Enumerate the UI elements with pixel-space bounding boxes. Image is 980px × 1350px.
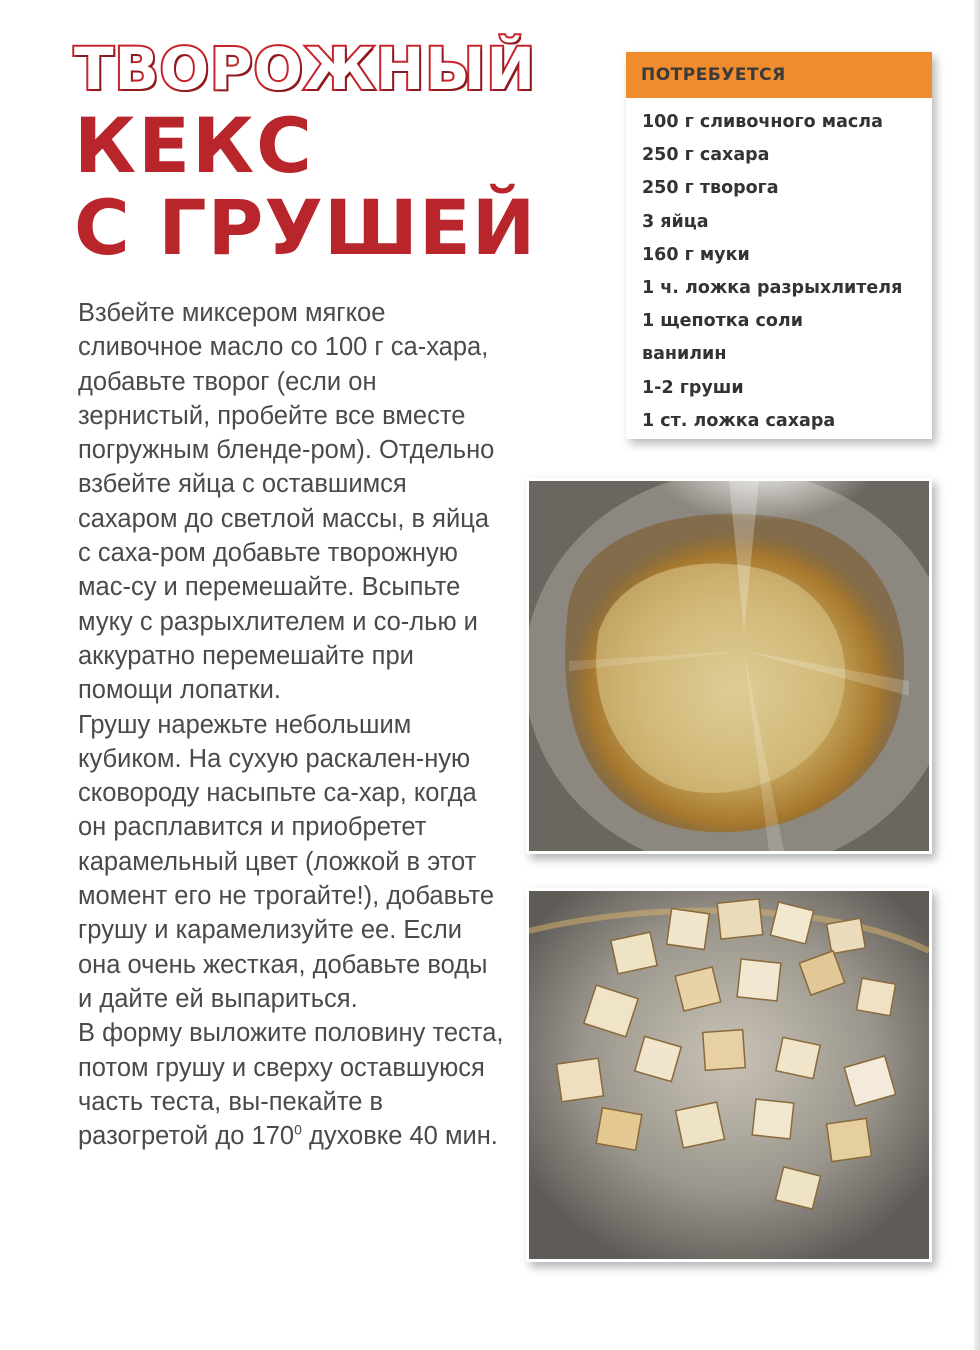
ingredient-item: 250 г сахара <box>642 145 770 166</box>
ingredient-item: 3 яйца <box>642 211 709 232</box>
degree-superscript: 0 <box>294 1121 302 1138</box>
instructions-paragraph-1: Взбейте миксером мягкое сливочное масло со 100 г са-хара, добавьте творог (если он зернистый, пробейте все вместе погружным бленде-ром). Отдельно взбейте яйца с оставшимся сахаром до светлой массы, в яйца с саха-ром добавьте творожную мас-су и перемешайте. Всыпьте муку с разрыхлителем и со-лью и аккуратно перемешайте при помощи лопатки. <box>78 299 495 705</box>
melted-sugar-photo <box>526 478 932 854</box>
ingredient-item: 1-2 груши <box>642 377 744 398</box>
page-edge <box>974 0 980 1350</box>
ingredients-list <box>626 98 932 438</box>
recipe-instructions <box>78 296 508 1153</box>
ingredient-item: 250 г творога <box>642 178 779 199</box>
ingredient-item: 1 ст. ложка сахара <box>642 410 836 431</box>
ingredient-item: 1 ч. ложка разрыхлителя <box>642 278 903 299</box>
title-line-1: ТВОРОЖНЫЙ <box>74 35 537 103</box>
ingredient-item: ванилин <box>642 344 727 365</box>
ingredients-panel <box>626 52 932 439</box>
ingredient-item: 100 г сливочного масла <box>642 112 883 132</box>
ingredient-item: 160 г муки <box>642 244 750 265</box>
title-line-3: С ГРУШЕЙ <box>74 183 537 272</box>
title-line-2: КЕКС <box>74 101 314 190</box>
ingredients-header: ПОТРЕБУЕТСЯ <box>626 52 932 98</box>
instructions-paragraph-2: Грушу нарежьте небольшим кубиком. На сухую раскален-ную сковороду насыпьте са-хар, когда он расплавится и приобретет карамельный цвет (ложкой в этот момент его не трогайте!), добавьте грушу и карамелизуйте ее. Если она очень жесткая, добавьте воды и дайте ей выпариться. <box>78 710 495 1013</box>
instructions-paragraph-3 <box>78 1016 508 1153</box>
ingredient-item: 1 щепотка соли <box>642 311 803 332</box>
pear-cubes-illustration <box>529 891 929 1261</box>
caramel-pan-illustration <box>529 481 929 851</box>
caramelized-pears-photo <box>526 888 932 1262</box>
instructions-paragraph-3-end: духовке 40 мин. <box>301 1122 498 1151</box>
recipe-title <box>74 35 574 272</box>
instructions-paragraph-3-text: В форму выложите половину теста, потом грушу и сверху оставшуюся часть теста, вы-пекайте в разогретой до 170 <box>78 1019 504 1151</box>
